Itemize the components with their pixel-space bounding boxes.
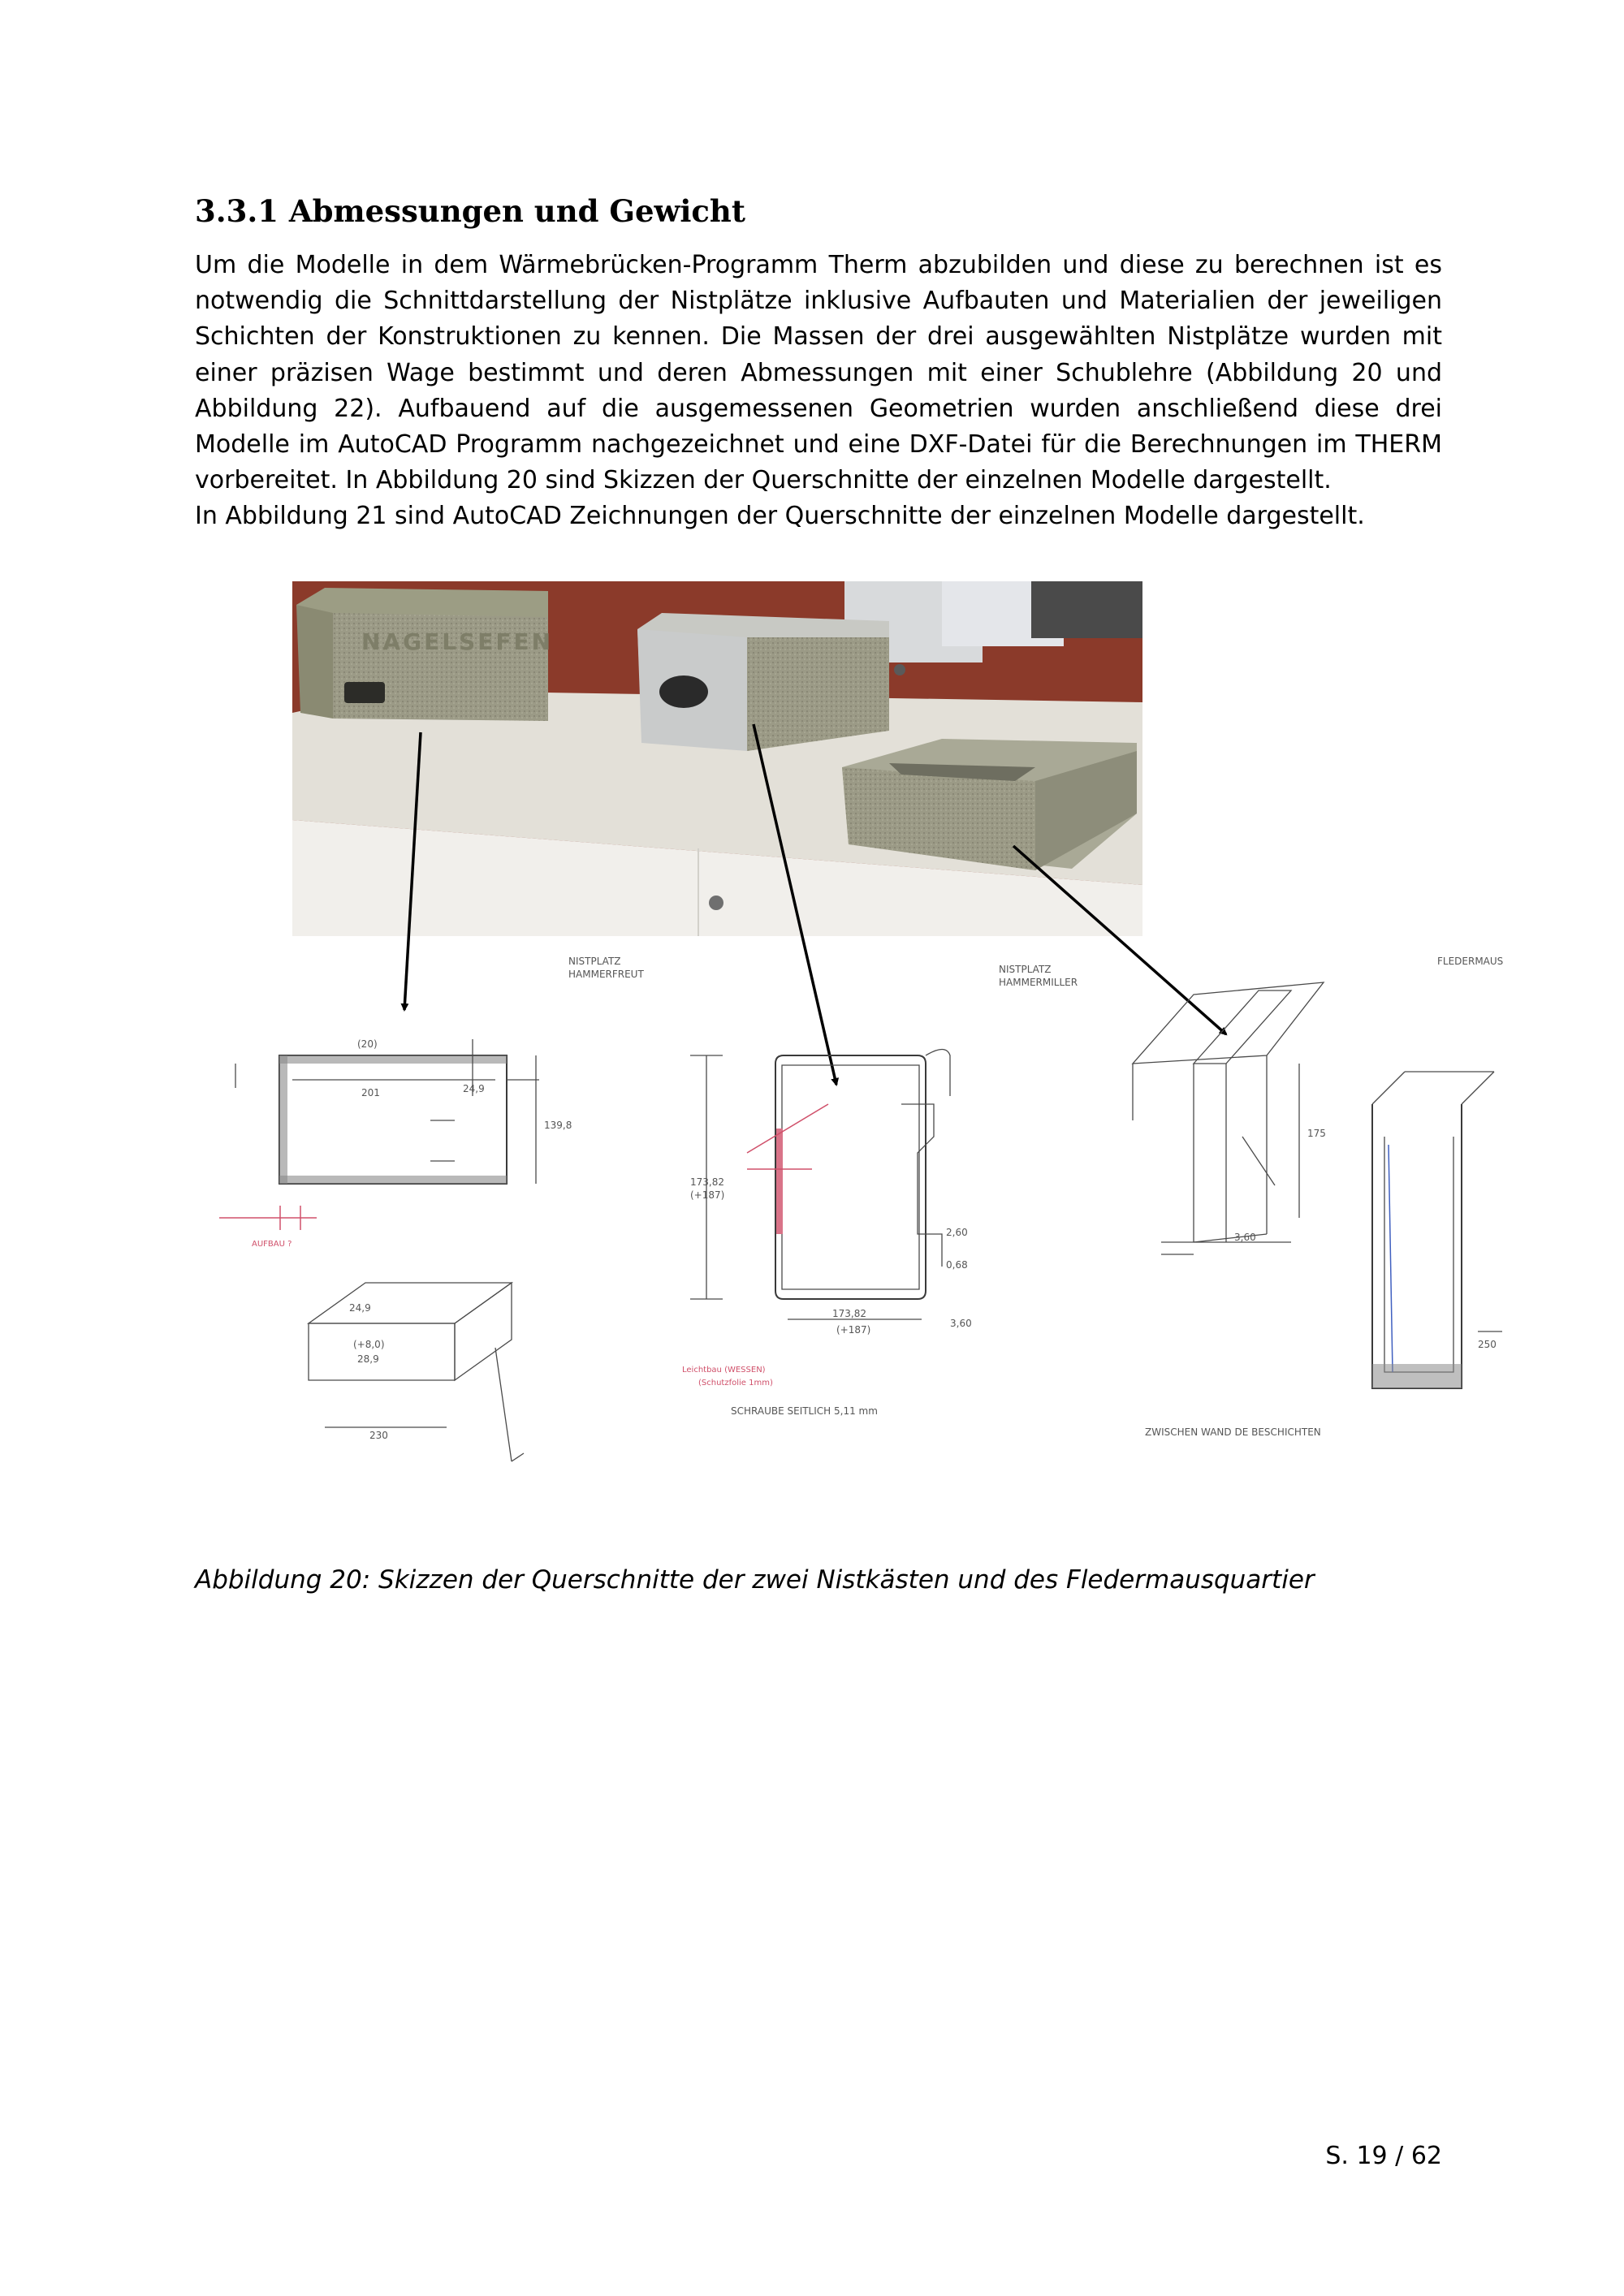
dim-label: 173,82 bbox=[832, 1308, 866, 1319]
dim-label: (20) bbox=[357, 1038, 378, 1050]
dim-label: 24,9 bbox=[463, 1083, 485, 1094]
sketch-bat-roost bbox=[1133, 956, 1503, 1438]
body-paragraph: Um die Modelle in dem Wärmebrücken-Programm Therm abzubilden und diese zu berechnen ist es notwendig die Schnittdarstellung der Nistplätze inklusive Aufbauten und Materialien der jeweiligen Schichten der Konstruktionen zu kennen. Die Massen der drei ausgewählten Nistplätze wurden mit einer präzisen Wage bestimmt und deren Abmessungen mit einer Schublehre (Abbildung 20 und Abbildung 22). Aufbauend auf die ausgemessenen Geometrien wurden anschließend diese drei Modelle im AutoCAD Programm nachgezeichnet und eine DXF-Datei für die Berechnungen im THERM vorbereitet. In Abbildung 20 sind Skizzen der Querschnitte der einzelnen Modelle dargestellt. bbox=[195, 251, 1442, 495]
page-number: S. 19 / 62 bbox=[1325, 2142, 1442, 2170]
dim-label: (+187) bbox=[836, 1324, 871, 1336]
dim-label: (+8,0) bbox=[353, 1339, 385, 1350]
dim-label: 0,68 bbox=[946, 1259, 968, 1271]
body-text bbox=[195, 248, 1442, 535]
sketch-nest-1 bbox=[219, 956, 644, 1461]
sketch-note: SCHRAUBE SEITLICH 5,11 mm bbox=[731, 1405, 878, 1417]
dim-label: 230 bbox=[369, 1430, 388, 1441]
sketch-label: NISTPLATZ bbox=[568, 956, 621, 967]
sketch-label: NISTPLATZ bbox=[999, 964, 1052, 975]
dim-label: 173,82 bbox=[690, 1176, 724, 1188]
red-note: AUFBAU ? bbox=[252, 1240, 292, 1249]
section-outline bbox=[775, 1055, 926, 1299]
dim-label: 3,60 bbox=[1234, 1232, 1256, 1243]
red-note: (Schutzfolie 1mm) bbox=[698, 1379, 773, 1388]
figure-graphic bbox=[187, 568, 1535, 1518]
dim-label: 139,8 bbox=[544, 1120, 572, 1131]
dim-label: (+187) bbox=[690, 1189, 725, 1201]
dim-label: 28,9 bbox=[357, 1353, 379, 1365]
sketch-label: HAMMERMILLER bbox=[999, 977, 1078, 988]
red-note: Leichtbau (WESSEN) bbox=[682, 1366, 766, 1375]
dim-label: 201 bbox=[361, 1087, 380, 1098]
figure-20 bbox=[187, 568, 1535, 1518]
dim-label: 3,60 bbox=[950, 1318, 972, 1329]
dim-label: 24,9 bbox=[349, 1302, 371, 1314]
dim-label: 2,60 bbox=[946, 1227, 968, 1238]
dim-label: 175 bbox=[1307, 1128, 1326, 1139]
sketch-nest-2 bbox=[682, 964, 1078, 1417]
box-text: NAGELSEFEN bbox=[361, 628, 554, 655]
sketch-label: HAMMERFREUT bbox=[568, 969, 644, 980]
figure-caption: Abbildung 20: Skizzen der Querschnitte der zwei Nistkästen und des Fledermausquartier bbox=[195, 1565, 1315, 1595]
dim-label: 250 bbox=[1478, 1339, 1497, 1350]
sketch-note: ZWISCHEN WAND DE BESCHICHTEN bbox=[1145, 1426, 1321, 1438]
sketch-label: FLEDERMAUS bbox=[1437, 956, 1504, 967]
section-heading: 3.3.1 Abmessungen und Gewicht bbox=[195, 193, 745, 229]
body-paragraph-2: In Abbildung 21 sind AutoCAD Zeichnungen der Querschnitte der einzelnen Modelle dargestellt. bbox=[195, 502, 1365, 531]
